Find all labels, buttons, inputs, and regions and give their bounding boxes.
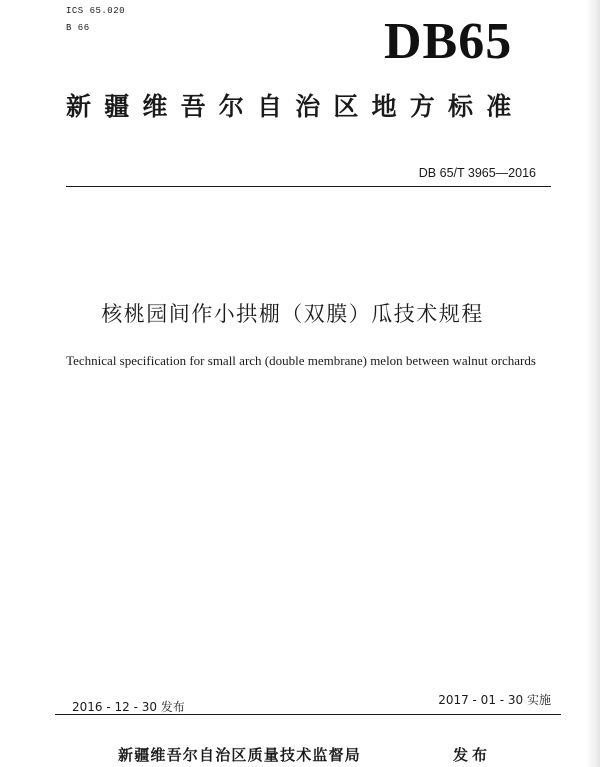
- header-divider: [66, 186, 551, 187]
- footer-divider: [55, 714, 561, 715]
- standard-type-heading: 新疆维吾尔自治区地方标准: [66, 92, 525, 121]
- issue-label: 发布: [453, 746, 492, 764]
- document-title-chinese: 核桃园间作小拱棚（双膜）瓜技术规程: [101, 302, 484, 326]
- standard-logo: DB65: [384, 13, 513, 70]
- classification-code: B 66: [66, 23, 90, 33]
- issue-date: 2016 - 12 - 30 发布: [72, 700, 185, 714]
- issuing-authority: 新疆维吾尔自治区质量技术监督局: [118, 746, 362, 764]
- standard-number: DB 65/T 3965—2016: [418, 166, 536, 180]
- ics-code: ICS 65.020: [66, 6, 126, 16]
- scan-edge-shadow: [586, 0, 600, 767]
- document-title-english: Technical specification for small arch (double membrane) melon between walnut orchards: [66, 353, 536, 368]
- implementation-date: 2017 - 01 - 30 实施: [438, 693, 551, 707]
